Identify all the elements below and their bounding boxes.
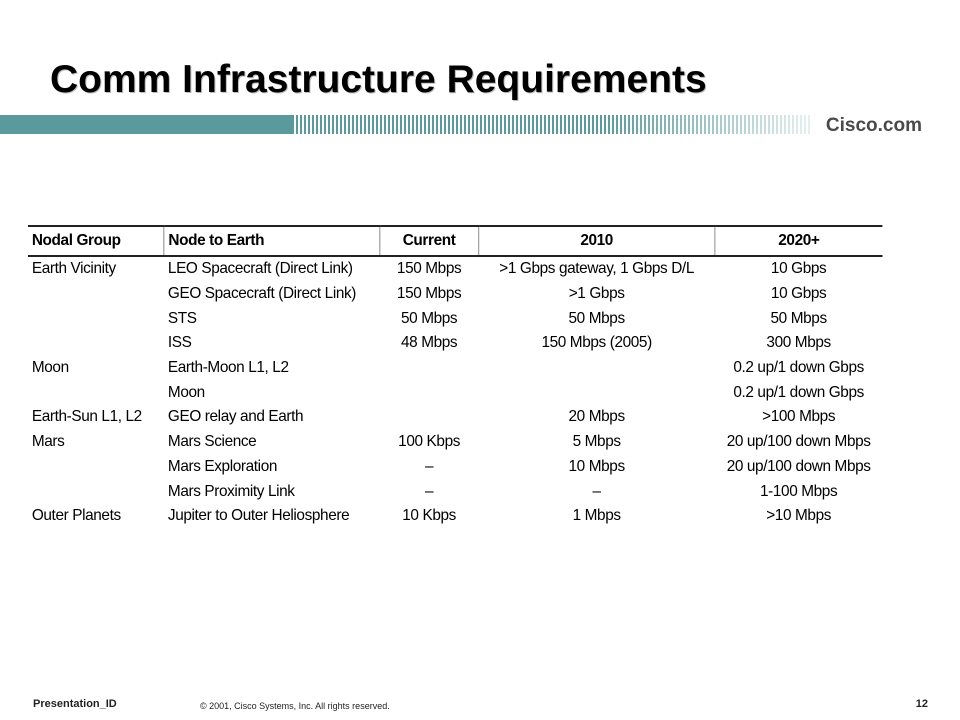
cell-2020: 0.2 up/1 down Gbps xyxy=(733,383,864,401)
cell-current: – xyxy=(425,457,434,475)
cell-2010: 5 Mbps xyxy=(572,433,621,451)
cell-node: Mars Science xyxy=(167,433,257,451)
cell-nodal-group xyxy=(28,455,164,480)
cell-nodal-group: Moon xyxy=(31,359,69,377)
cell-2020: 300 Mbps xyxy=(766,334,831,352)
cell-nodal-group xyxy=(28,479,164,504)
cell-2020: 50 Mbps xyxy=(770,309,827,327)
header-band xyxy=(0,115,960,134)
requirements-table xyxy=(28,225,882,529)
cell-current xyxy=(380,405,479,430)
cell-2010: >1 Gbps gateway, 1 Gbps D/L xyxy=(499,260,694,278)
cell-node: ISS xyxy=(167,334,192,352)
table-row xyxy=(28,479,882,504)
cell-2010: 1 Mbps xyxy=(572,507,621,525)
cell-2020: 20 up/100 down Mbps xyxy=(726,433,871,451)
header-2020-plus: 2020+ xyxy=(715,226,883,256)
cell-2020: 10 Gbps xyxy=(770,285,827,303)
cell-current: 10 Kbps xyxy=(402,507,456,525)
cell-current: 50 Mbps xyxy=(400,309,458,327)
footer-page-number: 12 xyxy=(915,698,928,710)
table-header-row xyxy=(28,226,882,256)
cell-nodal-group: Earth Vicinity xyxy=(31,260,116,278)
header-current: Current xyxy=(380,226,479,256)
cell-current: 100 Kbps xyxy=(398,433,461,451)
table-row xyxy=(28,356,882,381)
cell-2010 xyxy=(478,356,714,381)
table-row xyxy=(28,282,882,307)
cell-nodal-group: Mars xyxy=(31,433,65,451)
cell-2010: 10 Mbps xyxy=(568,457,625,475)
header-2010: 2010 xyxy=(478,226,714,256)
cell-2010: 50 Mbps xyxy=(568,309,625,327)
cell-node: Mars Exploration xyxy=(167,457,278,475)
cell-2020: >10 Mbps xyxy=(766,507,832,525)
cell-nodal-group: Earth-Sun L1, L2 xyxy=(31,408,142,426)
table-row xyxy=(28,405,882,430)
header-band-solid xyxy=(0,115,300,134)
cell-nodal-group xyxy=(28,282,164,307)
cell-nodal-group: Outer Planets xyxy=(31,507,121,525)
cell-nodal-group xyxy=(28,380,164,405)
table-row xyxy=(28,380,882,405)
cell-current xyxy=(380,356,479,381)
cell-2020: 10 Gbps xyxy=(770,260,827,278)
cell-2010 xyxy=(478,380,714,405)
cell-node: Earth-Moon L1, L2 xyxy=(167,359,289,377)
cell-node: LEO Spacecraft (Direct Link) xyxy=(167,260,353,278)
cell-2010: >1 Gbps xyxy=(568,285,625,303)
cell-2010: 150 Mbps (2005) xyxy=(541,334,652,352)
cell-current: 150 Mbps xyxy=(396,285,462,303)
requirements-table-container xyxy=(28,225,918,529)
footer-copyright: © 2001, Cisco Systems, Inc. All rights reserved. xyxy=(200,701,390,711)
cell-node: Mars Proximity Link xyxy=(167,482,295,500)
cell-2020: 0.2 up/1 down Gbps xyxy=(733,359,864,377)
cell-2020: >100 Mbps xyxy=(762,408,836,426)
cell-node: STS xyxy=(167,309,197,327)
table-row xyxy=(28,504,882,529)
cell-current: 48 Mbps xyxy=(400,334,458,352)
table-row xyxy=(28,306,882,331)
table-row xyxy=(28,430,882,455)
table-row xyxy=(28,455,882,480)
table-row xyxy=(28,256,882,282)
header-nodal-group: Nodal Group xyxy=(28,226,164,256)
cell-nodal-group xyxy=(28,306,164,331)
cell-2010: 20 Mbps xyxy=(568,408,625,426)
cell-node: GEO relay and Earth xyxy=(167,408,304,426)
cell-node: GEO Spacecraft (Direct Link) xyxy=(167,285,357,303)
cell-2010: – xyxy=(592,482,601,500)
cell-current xyxy=(380,380,479,405)
cell-nodal-group xyxy=(28,331,164,356)
cell-2020: 1-100 Mbps xyxy=(759,482,838,500)
cell-2020: 20 up/100 down Mbps xyxy=(726,457,871,475)
header-node-to-earth: Node to Earth xyxy=(164,226,380,256)
cell-node: Moon xyxy=(167,383,205,401)
table-row xyxy=(28,331,882,356)
slide-title: Comm Infrastructure Requirements xyxy=(50,58,707,101)
cell-node: Jupiter to Outer Heliosphere xyxy=(167,507,350,525)
cell-current: 150 Mbps xyxy=(396,260,462,278)
brand-logo-text: Cisco.com xyxy=(820,115,922,137)
header-band-stripes xyxy=(292,115,812,134)
footer-presentation-id: Presentation_ID xyxy=(33,698,117,710)
cell-current: – xyxy=(425,482,434,500)
